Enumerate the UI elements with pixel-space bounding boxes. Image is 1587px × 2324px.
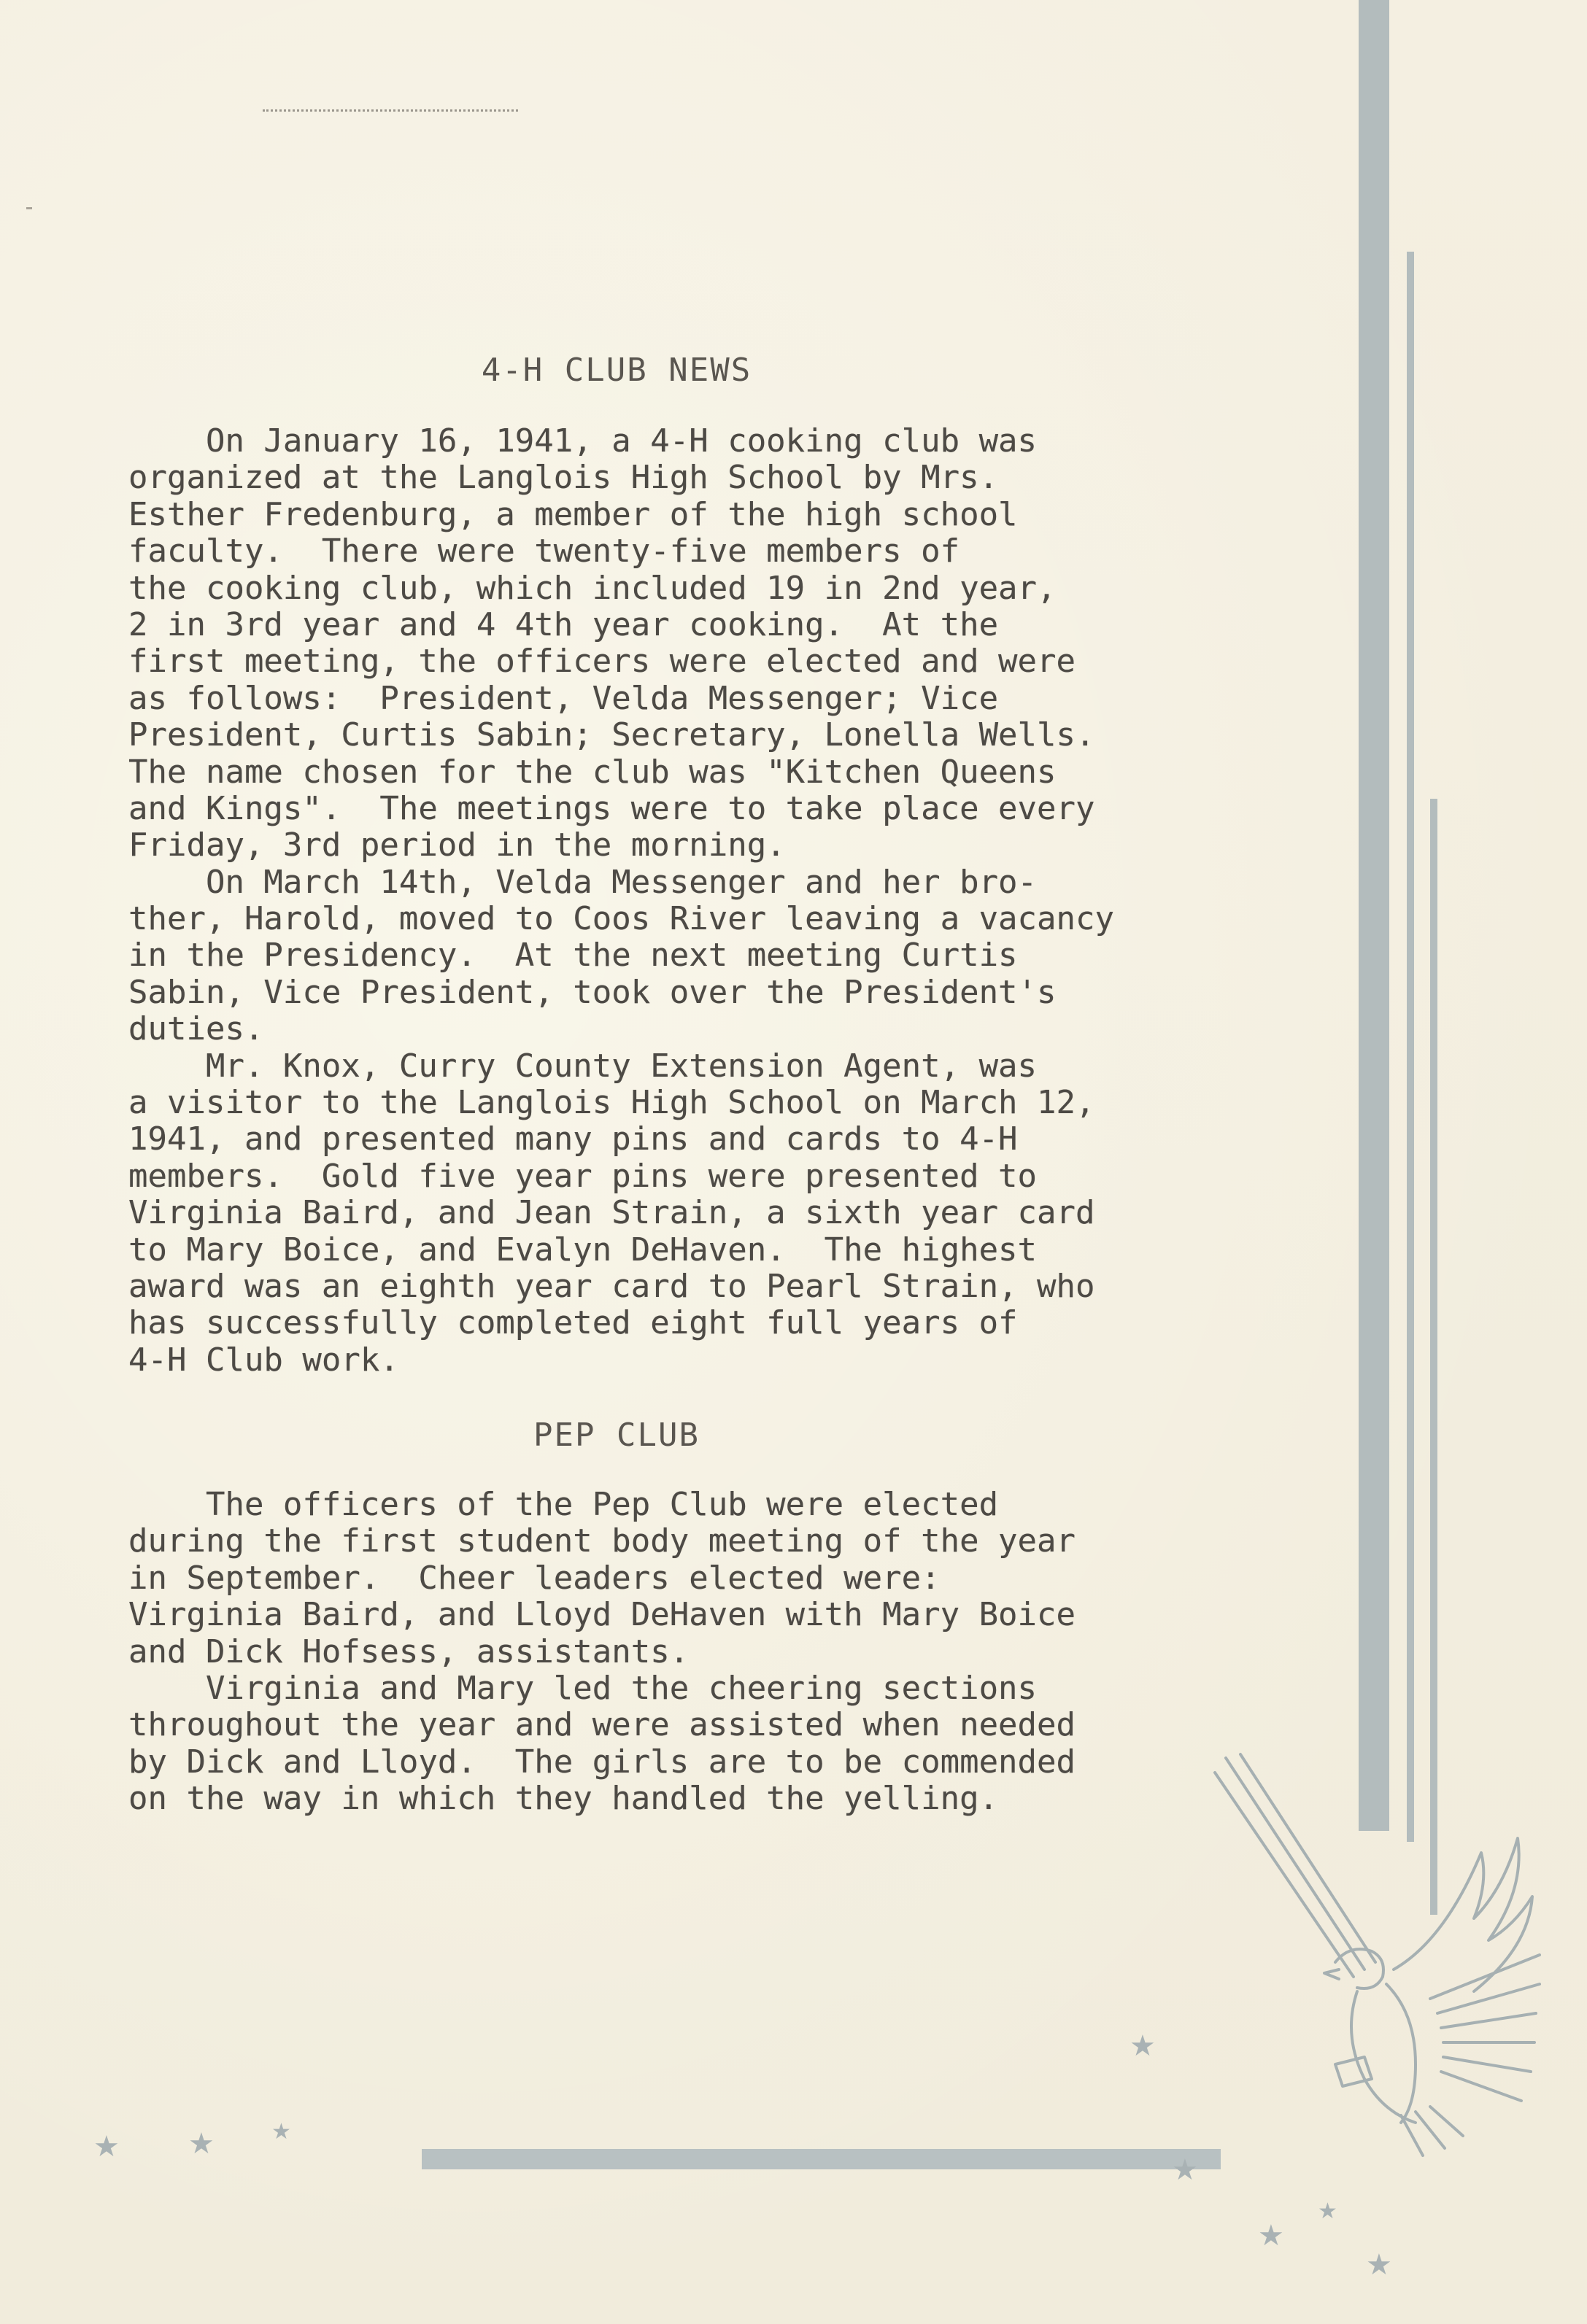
border-stripe-thin	[1407, 252, 1414, 1842]
border-stripe-wide	[1359, 0, 1389, 1831]
text-line: Virginia Baird, and Jean Strain, a sixth year card	[128, 1194, 1095, 1232]
text-line: award was an eighth year card to Pearl Strain, who	[128, 1267, 1095, 1305]
text-line: The officers of the Pep Club were elected	[128, 1486, 999, 1523]
text-line: 2 in 3rd year and 4 4th year cooking. At the	[128, 605, 999, 643]
star-icon: ★	[93, 2130, 120, 2164]
eagle-emblem-icon	[1211, 1751, 1554, 2159]
text-line: a visitor to the Langlois High School on March 12,	[128, 1084, 1095, 1122]
text-line: duties.	[128, 1010, 264, 1048]
text-line: on the way in which they handled the yelling.	[128, 1780, 999, 1818]
text-line: ther, Harold, moved to Coos River leaving a vacancy	[128, 900, 1115, 938]
star-icon: ★	[1318, 2199, 1337, 2224]
text-line: as follows: President, Velda Messenger; Vice	[128, 679, 999, 717]
text-line: and Kings". The meetings were to take place every	[128, 789, 1095, 827]
top-dotted-rule	[263, 109, 518, 112]
text-line: 1941, and presented many pins and cards to 4-H	[128, 1120, 1018, 1158]
text-line: Virginia Baird, and Lloyd DeHaven with Mary Boice	[128, 1596, 1076, 1634]
text-line: On January 16, 1941, a 4-H cooking club was	[128, 422, 1038, 460]
star-icon: ★	[1130, 2029, 1156, 2063]
star-icon: ★	[1366, 2248, 1392, 2282]
text-line: and Dick Hofsess, assistants.	[128, 1632, 690, 1670]
text-line: members. Gold five year pins were presented to	[128, 1157, 1038, 1195]
text-line: has successfully completed eight full years of	[128, 1304, 1018, 1342]
text-line: Sabin, Vice President, took over the President's	[128, 973, 1057, 1011]
text-line: first meeting, the officers were elected and were	[128, 643, 1076, 681]
text-line: The name chosen for the club was "Kitchen Queens	[128, 753, 1057, 791]
text-line: President, Curtis Sabin; Secretary, Lonella Wells.	[128, 716, 1095, 754]
star-icon: ★	[1172, 2153, 1198, 2187]
text-line: Friday, 3rd period in the morning.	[128, 826, 786, 864]
article-pep-club	[128, 1487, 1267, 1818]
heading-pep-club: PEP CLUB	[533, 1417, 700, 1454]
text-line: Esther Fredenburg, a member of the high school	[128, 495, 1018, 533]
text-line: Virginia and Mary led the cheering sections	[128, 1669, 1038, 1707]
star-icon: ★	[271, 2119, 291, 2145]
text-line: during the first student body meeting of the year	[128, 1522, 1076, 1560]
star-icon: ★	[1258, 2219, 1284, 2253]
border-stripe-thin	[1430, 799, 1437, 1915]
text-line: organized at the Langlois High School by Mrs.	[128, 459, 999, 497]
text-line: the cooking club, which included 19 in 2nd year,	[128, 569, 1057, 607]
text-line: in September. Cheer leaders elected were:	[128, 1559, 941, 1597]
heading-4h-club-news: 4-H CLUB NEWS	[481, 352, 752, 389]
star-icon: ★	[188, 2127, 215, 2161]
text-line: On March 14th, Velda Messenger and her bro-	[128, 863, 1038, 901]
text-line: by Dick and Lloyd. The girls are to be commended	[128, 1743, 1076, 1781]
text-line: throughout the year and were assisted when needed	[128, 1706, 1076, 1744]
article-4h-club-news	[128, 423, 1267, 1379]
bottom-border-bar	[422, 2149, 1221, 2169]
text-line: faculty. There were twenty-five members of	[128, 532, 960, 570]
text-line: Mr. Knox, Curry County Extension Agent, was	[128, 1047, 1038, 1085]
margin-mark	[26, 207, 32, 209]
text-line: in the Presidency. At the next meeting Curtis	[128, 937, 1018, 975]
text-line: 4-H Club work.	[128, 1341, 399, 1379]
text-line: to Mary Boice, and Evalyn DeHaven. The highest	[128, 1231, 1038, 1268]
